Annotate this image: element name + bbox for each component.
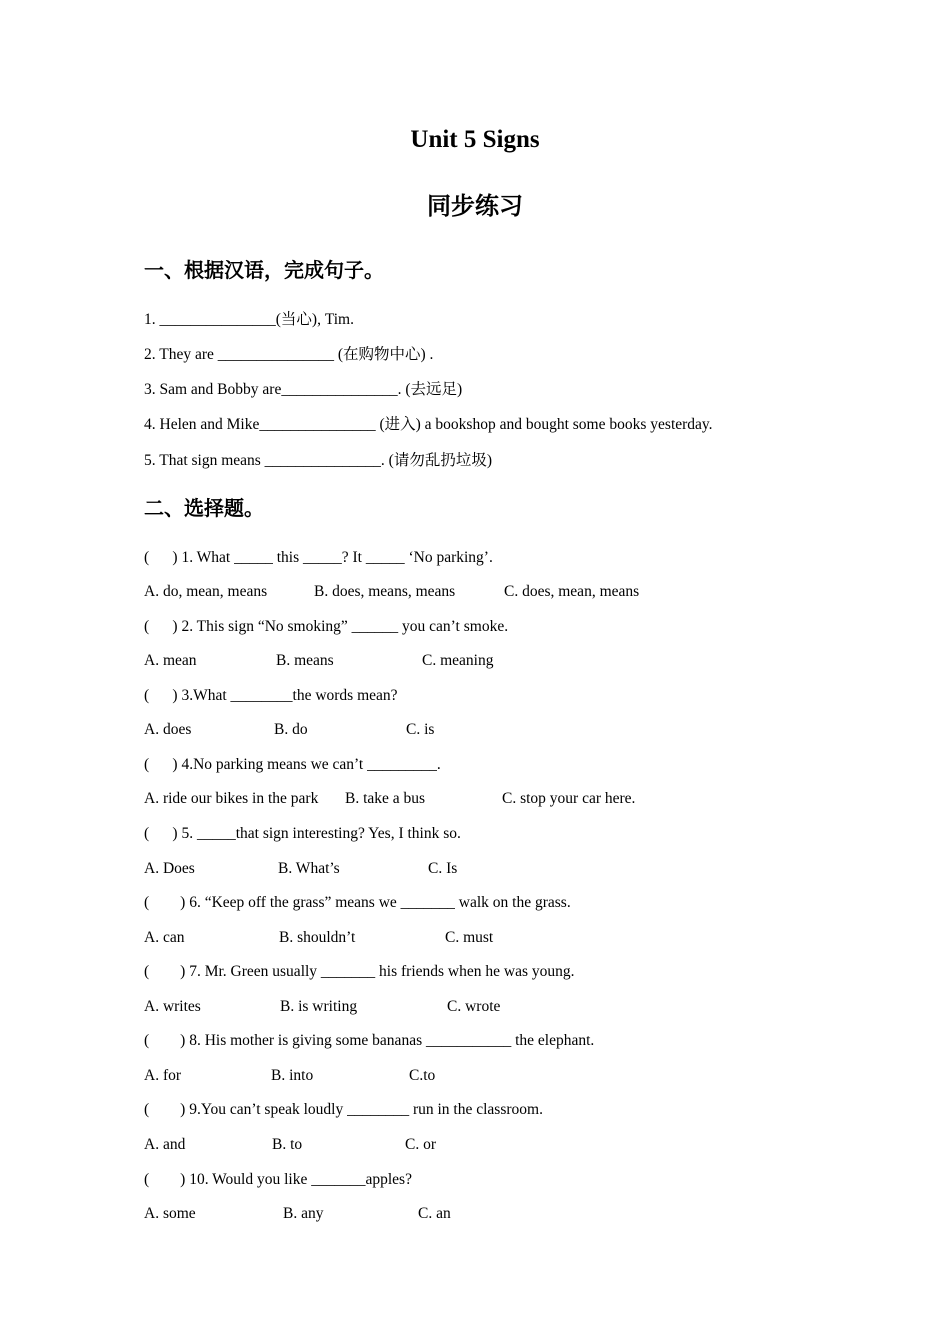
- q4-option-b: B. take a bus: [345, 790, 426, 807]
- q9-option-b: B. to: [272, 1136, 303, 1153]
- question-2: ( ) 2. This sign “No smoking” ______ you can’t smoke.: [144, 618, 509, 635]
- q7-option-b: B. is writing: [280, 998, 358, 1015]
- fill-item-5: 5. That sign means _______________. (请勿乱扔垃圾): [144, 452, 493, 469]
- question-8: ( ) 8. His mother is giving some bananas ___________ the elephant.: [144, 1032, 595, 1049]
- q1-option-b: B. does, means, means: [314, 583, 456, 600]
- q8-option-a: A. for: [144, 1067, 182, 1084]
- q1-option-c: C. does, mean, means: [504, 583, 640, 600]
- section2-heading: 二、选择题。: [144, 496, 264, 520]
- q3-option-c: C. is: [406, 721, 435, 738]
- question-4: ( ) 4.No parking means we can’t _________.: [144, 756, 441, 773]
- question-5: ( ) 5. _____that sign interesting? Yes, I think so.: [144, 825, 461, 842]
- q1-option-a: A. do, mean, means: [144, 583, 268, 600]
- fill-item-1: 1. _______________(当心), Tim.: [144, 311, 354, 328]
- q7-option-c: C. wrote: [447, 998, 501, 1015]
- q2-option-b: B. means: [276, 652, 334, 669]
- page-title: Unit 5 Signs: [410, 126, 540, 153]
- question-9: ( ) 9.You can’t speak loudly ________ run in the classroom.: [144, 1101, 543, 1118]
- question-10: ( ) 10. Would you like _______apples?: [144, 1171, 412, 1188]
- question-1: ( ) 1. What _____ this _____? It _____ ‘No parking’.: [144, 549, 493, 566]
- section1-heading: 一、根据汉语，完成句子。: [144, 258, 384, 282]
- question-6: ( ) 6. “Keep off the grass” means we _______ walk on the grass.: [144, 894, 571, 911]
- q5-option-c: C. Is: [428, 860, 458, 877]
- fill-item-2: 2. They are _______________ (在购物中心) .: [144, 346, 434, 363]
- q8-option-b: B. into: [271, 1067, 314, 1084]
- q3-option-b: B. do: [274, 721, 308, 738]
- q8-option-c: C.to: [409, 1067, 436, 1084]
- q5-option-a: A. Does: [144, 860, 195, 877]
- q10-option-b: B. any: [283, 1205, 324, 1222]
- question-7: ( ) 7. Mr. Green usually _______ his friends when he was young.: [144, 963, 575, 980]
- q4-option-a: A. ride our bikes in the park: [144, 790, 319, 807]
- q6-option-c: C. must: [445, 929, 494, 946]
- q4-option-c: C. stop your car here.: [502, 790, 636, 807]
- fill-item-3: 3. Sam and Bobby are_______________. (去远足): [144, 381, 463, 398]
- q6-option-a: A. can: [144, 929, 185, 946]
- question-3: ( ) 3.What ________the words mean?: [144, 687, 398, 704]
- q7-option-a: A. writes: [144, 998, 201, 1015]
- q5-option-b: B. What’s: [278, 860, 340, 877]
- fill-item-4: 4. Helen and Mike_______________ (进入) a bookshop and bought some books yesterday.: [144, 416, 713, 433]
- q10-option-a: A. some: [144, 1205, 196, 1222]
- q9-option-a: A. and: [144, 1136, 186, 1153]
- q9-option-c: C. or: [405, 1136, 436, 1153]
- q2-option-a: A. mean: [144, 652, 197, 669]
- q6-option-b: B. shouldn’t: [279, 929, 356, 946]
- q10-option-c: C. an: [418, 1205, 451, 1222]
- q2-option-c: C. meaning: [422, 652, 494, 669]
- q3-option-a: A. does: [144, 721, 192, 738]
- page-subtitle: 同步练习: [427, 192, 523, 220]
